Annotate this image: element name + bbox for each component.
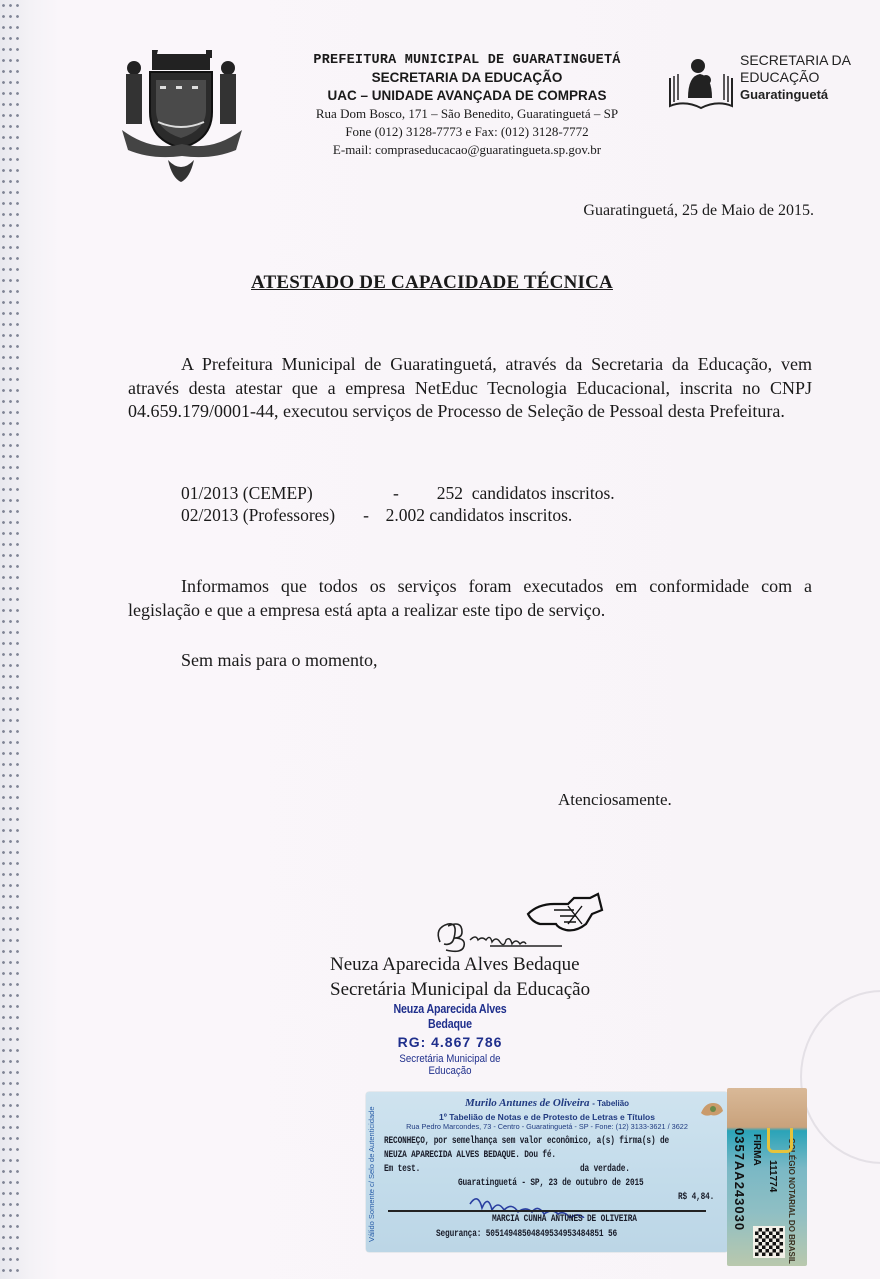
- closing-salutation: Atenciosamente.: [558, 790, 672, 809]
- recognition-line3b: da verdade.: [580, 1164, 630, 1175]
- notarial-logo-icon: [767, 1128, 793, 1153]
- paragraph-attestation: A Prefeitura Municipal de Guaratinguetá, através da Secretaria da Educação, vem através desta atestar que a empresa NetEduc Tecnologia Educacional, inscrita no CNPJ 04.659.179/0001-44, executou serviços de Processo de Seleção de Pessoal desta Prefeitura.: [128, 354, 812, 421]
- org-email: E-mail: compraseducacao@guaratingueta.sp.gov.br: [332, 142, 602, 157]
- process-count: 252: [436, 483, 463, 503]
- process-item: [181, 482, 615, 504]
- notary-office: 1º Tabelião de Notas e de Protesto de Letras e Títulos: [439, 1112, 655, 1122]
- process-label: candidatos inscritos.: [429, 505, 573, 525]
- validity-side-text: Válido Somente c/ Selo de Autenticidade: [367, 1106, 376, 1242]
- org-department: SECRETARIA DA EDUCAÇÃO: [371, 70, 563, 85]
- process-code: 01/2013 (CEMEP): [181, 483, 313, 503]
- date-line: Guaratinguetá, 25 de Maio de 2015.: [583, 202, 814, 219]
- letterhead: [262, 52, 672, 159]
- seal-code: 111774: [767, 1160, 778, 1193]
- notary-name-line: [366, 1097, 728, 1109]
- stamp-name: Neuza Aparecida Alves Bedaque: [393, 1001, 507, 1031]
- paragraph-closing: Sem mais para o momento,: [181, 650, 378, 670]
- secretaria-logo: [668, 52, 868, 112]
- org-unit: UAC – UNIDADE AVANÇADA DE COMPRAS: [327, 88, 607, 103]
- municipal-crest-icon: [116, 40, 246, 190]
- authenticity-seal-sticker: [727, 1088, 807, 1266]
- signatory-role: Secretária Municipal da Educação: [330, 979, 591, 1000]
- recognition-line3a: Em test.: [384, 1164, 421, 1175]
- stamp-rg: RG: 4.867 786: [397, 1034, 503, 1050]
- scan-edge-noise: [0, 0, 22, 1279]
- process-list: [181, 482, 615, 526]
- qr-code-icon: [753, 1226, 785, 1258]
- notary-address: Rua Pedro Marcondes, 73 - Centro - Guaratinguetá - SP - Fone: (12) 3133-3621 / 3622: [406, 1122, 688, 1131]
- recognition-date: Guaratinguetá - SP, 23 de outubro de 2015: [458, 1178, 644, 1189]
- signature-line: [388, 1210, 706, 1212]
- logo-text-line1: SECRETARIA DA: [740, 52, 851, 68]
- process-label: candidatos inscritos.: [471, 483, 615, 503]
- stamp-role: Secretária Municipal de Educação: [399, 1053, 501, 1077]
- notary-name: Murilo Antunes de Oliveira: [464, 1097, 590, 1109]
- seal-type: FIRMA: [751, 1134, 762, 1166]
- open-book-people-icon: [668, 54, 734, 112]
- notary-title: - Tabelião: [592, 1099, 630, 1108]
- seal-issuer: COLÉGIO NOTARIAL DO BRASIL: [787, 1138, 796, 1264]
- clerk-name: MARCIA CUNHA ANTUNES DE OLIVEIRA: [492, 1214, 637, 1225]
- process-item: [181, 504, 615, 526]
- notary-recognition-slip: [366, 1092, 728, 1252]
- process-code: 02/2013 (Professores): [181, 505, 336, 525]
- process-count: 2.002: [385, 505, 425, 525]
- document-title: ATESTADO DE CAPACIDADE TÉCNICA: [251, 272, 613, 293]
- logo-text-line3: Guaratinguetá: [740, 87, 829, 102]
- seal-number: 0357AA243030: [732, 1128, 747, 1232]
- paragraph-conformity: Informamos que todos os serviços foram executados em conformidade com a legislação e que a empresa está apta a realizar este tipo de serviço.: [128, 576, 812, 620]
- signatory-name: Neuza Aparecida Alves Bedaque: [330, 954, 580, 975]
- process-separator: -: [363, 505, 369, 525]
- recognition-line1: RECONHEÇO, por semelhança sem valor econômico, a(s) firma(s) de: [384, 1136, 670, 1147]
- notary-emblem-icon: [699, 1099, 725, 1119]
- blue-ink-stamp: [370, 1001, 530, 1077]
- org-name: PREFEITURA MUNICIPAL DE GUARATINGUETÁ: [313, 53, 621, 68]
- security-code: Segurança: 50514948504849534953484851 56: [436, 1229, 617, 1240]
- logo-text-line2: EDUCAÇÃO: [740, 69, 820, 85]
- notary-fee: R$ 4,84.: [678, 1192, 715, 1203]
- recognition-line2: NEUZA APARECIDA ALVES BEDAQUE. Dou fé.: [384, 1150, 556, 1161]
- org-address: Rua Dom Bosco, 171 – São Benedito, Guaratinguetá – SP: [315, 106, 619, 121]
- signatory-block: [330, 952, 590, 1002]
- org-phone: Fone (012) 3128-7773 e Fax: (012) 3128-7772: [345, 124, 589, 139]
- process-separator: -: [393, 483, 399, 503]
